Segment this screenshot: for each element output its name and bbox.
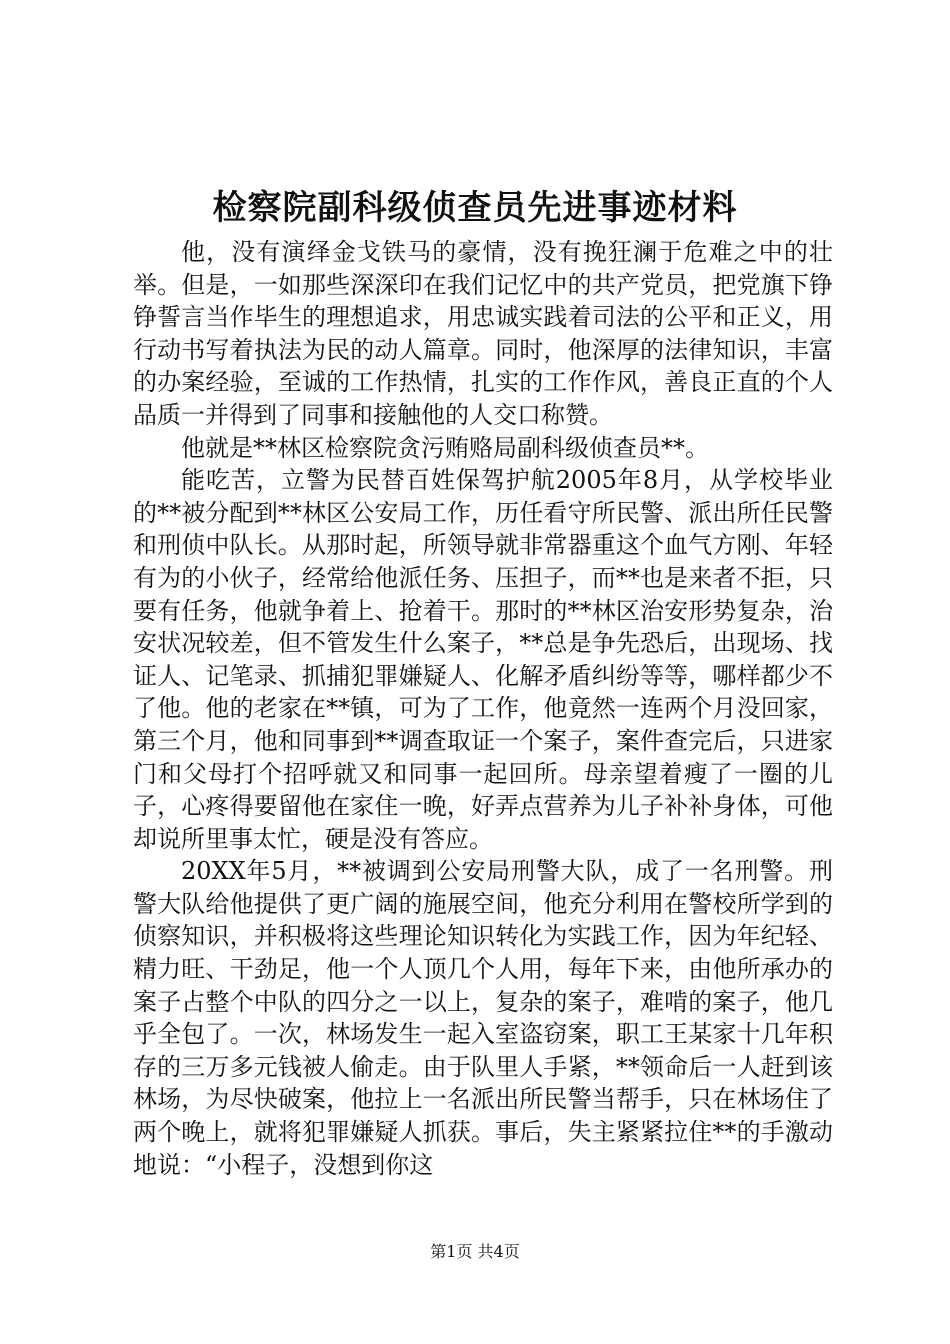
paragraph-intro: 他，没有演绎金戈铁马的豪情，没有挽狂澜于危难之中的壮举。但是，一如那些深深印在我们记忆中的共产党员，把党旗下铮铮誓言当作毕生的理想追求，用忠诚实践着司法的公平和正义，用行动书写着执法为民的动人篇章。同时，他深厚的法律知识，丰富的办案经验，至诚的工作热情，扎实的工作作风，善良正直的个人品质一并得到了同事和接触他的人交口称赞。 — [133, 238, 833, 429]
document-title: 检察院副科级侦查员先进事迹材料 — [212, 188, 738, 228]
paragraph-early-career: 能吃苦，立警为民替百姓保驾护航2005年8月，从学校毕业的**被分配到**林区公安局工作，历任看守所民警、派出所任民警和刑侦中队长。从那时起，所领导就非常器重这个血气方刚、年轻有为的小伙子，经常给他派任务、压担子，而**也是来者不拒，只要有任务，他就争着上、抢着干。那时的**林区治安形势复杂，治安状况较差，但不管发生什么案子，**总是争先恐后，出现场、找证人、记笔录、抓捕犯罪嫌疑人、化解矛盾纠纷等等，哪样都少不了他。他的老家在**镇，可为了工作，他竟然一连两个月没回家，第三个月，他和同事到**调查取证一个案子，案件查完后，只进家门和父母打个招呼就又和同事一起回所。母亲望着瘦了一圈的儿子，心疼得要留他在家住一晚，好弄点营养为儿子补补身体，可他却说所里事太忙，硬是没有答应。 — [133, 466, 833, 853]
document-body — [133, 236, 833, 1181]
page-number-footer: 第1页 共4页 — [430, 1242, 520, 1261]
paragraph-identity: 他就是**林区检察院贪污贿赂局副科级侦查员**。 — [181, 433, 709, 462]
paragraph-criminal-police: 20XX年5月，**被调到公安局刑警大队，成了一名刑警。刑警大队给他提供了更广阔的施展空间，他充分利用在警校所学到的侦察知识，并积极将这些理论知识转化为实践工作，因为年纪轻、精力旺、干劲足，他一个人顶几个人用，每年下来，由他所承办的案子占整个中队的四分之一以上，复杂的案子，难啃的案子，他几乎全包了。一次，林场发生一起入室盗窃案，职工王某家十几年积存的三万多元钱被人偷走。由于队里人手紧，**领命后一人赶到该林场，为尽快破案，他拉上一名派出所民警当帮手，只在林场住了两个晚上，就将犯罪嫌疑人抓获。事后，失主紧紧拉住**的手激动地说：“小程子，没想到你这 — [133, 857, 833, 1179]
